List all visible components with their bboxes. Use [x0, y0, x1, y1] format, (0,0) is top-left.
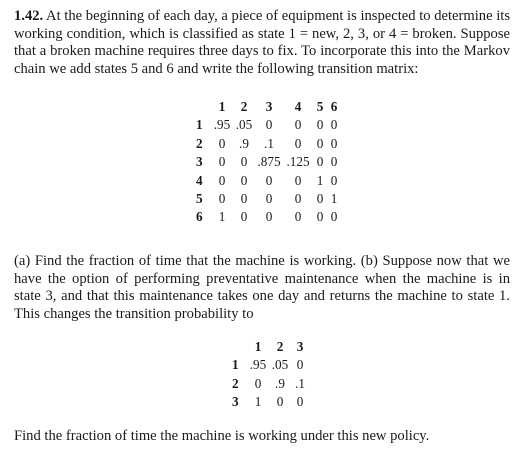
matrix-cell: 0 — [296, 357, 304, 373]
matrix-cell: 0 — [316, 154, 324, 170]
problem-intro-text: At the beginning of each day, a piece of equipment is inspected to determine its working condition, which is classified as state 1 = new, 2, 3, or 4 = broken. Suppose that a broken machine requires three days to fix. To incorporate this into the Markov chain we add states 5 and 6 and write the following transition matrix: — [14, 8, 510, 77]
matrix-row-header: 5 — [196, 191, 203, 207]
matrix-row-header: 6 — [196, 209, 203, 225]
matrix-row-header: 2 — [196, 135, 203, 151]
matrix-cell: 1 — [254, 394, 262, 410]
matrix-cell: 0 — [316, 191, 324, 207]
matrix-cell: 1 — [330, 191, 338, 207]
matrix-row — [196, 135, 341, 153]
matrix-col-header: 6 — [330, 99, 338, 114]
matrix-cell: 0 — [294, 172, 302, 188]
matrix-cell: 1 — [218, 209, 226, 225]
matrix-row — [196, 116, 341, 134]
matrix-cell: 0 — [294, 117, 302, 133]
matrix-row-header: 3 — [196, 154, 203, 170]
matrix-cell: .1 — [295, 375, 305, 391]
matrix-corner — [232, 338, 247, 356]
matrix-cell: 0 — [296, 394, 304, 410]
problem-number: 1.42. — [14, 8, 44, 24]
transition-matrix-six-state — [196, 98, 341, 227]
matrix-col-header: 3 — [296, 339, 304, 354]
matrix-cell: 0 — [330, 135, 338, 151]
matrix-row-header: 1 — [196, 117, 203, 133]
matrix-cell: 0 — [218, 135, 226, 151]
matrix-header-row — [232, 338, 309, 356]
matrix-cell: .875 — [257, 154, 281, 170]
matrix-cell: .9 — [239, 135, 249, 151]
matrix-cell: 0 — [316, 117, 324, 133]
matrix-col-header: 5 — [316, 99, 324, 114]
matrix-corner — [196, 98, 211, 116]
matrix-cell: .95 — [213, 117, 231, 133]
matrix-col-header: 1 — [254, 339, 262, 354]
matrix-cell: 0 — [265, 117, 273, 133]
matrix-cell: 0 — [265, 172, 273, 188]
matrix-col-header: 2 — [240, 99, 248, 114]
matrix-cell: 1 — [316, 172, 324, 188]
matrix-cell: 0 — [265, 209, 273, 225]
matrix-cell: 0 — [218, 172, 226, 188]
problem-final-paragraph: Find the fraction of time the machine is working under this new policy. — [14, 428, 430, 444]
matrix-col-header: 2 — [276, 339, 284, 354]
matrix-row-header: 2 — [232, 375, 239, 391]
matrix-cell: 0 — [218, 154, 226, 170]
matrix-cell: 0 — [330, 172, 338, 188]
matrix-cell: 0 — [218, 191, 226, 207]
matrix-cell: 0 — [240, 191, 248, 207]
problem-middle-paragraph: (a) Find the fraction of time that the machine is working. (b) Suppose now that we have the option of performing preventative maintenance when the machine is in state 3, and that this maintenance takes one day and returns the machine to state 1. This changes the transition probability to — [14, 253, 510, 322]
matrix-row-header: 4 — [196, 172, 203, 188]
matrix-cell: 0 — [240, 172, 248, 188]
matrix-cell: 0 — [240, 154, 248, 170]
matrix-cell: 0 — [240, 209, 248, 225]
matrix-cell: 0 — [294, 191, 302, 207]
problem-intro-paragraph — [14, 8, 510, 78]
matrix-row — [196, 153, 341, 171]
matrix-row — [232, 393, 309, 411]
matrix-cell: .1 — [264, 135, 274, 151]
matrix-cell: 0 — [294, 135, 302, 151]
matrix-cell: 0 — [254, 375, 262, 391]
matrix-row-header: 1 — [232, 357, 239, 373]
matrix-cell: 0 — [265, 191, 273, 207]
matrix-col-header: 3 — [265, 99, 273, 114]
matrix-cell: 0 — [316, 209, 324, 225]
matrix-row — [196, 190, 341, 208]
matrix-cell: 0 — [294, 209, 302, 225]
matrix-header-row — [196, 98, 341, 116]
matrix-row — [232, 356, 309, 374]
matrix-col-header: 4 — [294, 99, 302, 114]
matrix-cell: .05 — [235, 117, 253, 133]
matrix-row — [196, 172, 341, 190]
matrix-cell: .05 — [271, 357, 289, 373]
transition-matrix-three-state — [232, 338, 309, 412]
matrix-cell: 0 — [330, 117, 338, 133]
matrix-cell: 0 — [330, 154, 338, 170]
matrix-cell: .9 — [275, 375, 285, 391]
matrix-row — [232, 375, 309, 393]
matrix-cell: 0 — [330, 209, 338, 225]
matrix-cell: .95 — [249, 357, 267, 373]
matrix-cell: .125 — [286, 154, 310, 170]
matrix-col-header: 1 — [218, 99, 226, 114]
matrix-cell: 0 — [276, 394, 284, 410]
matrix-row — [196, 208, 341, 226]
matrix-cell: 0 — [316, 135, 324, 151]
matrix-row-header: 3 — [232, 394, 239, 410]
